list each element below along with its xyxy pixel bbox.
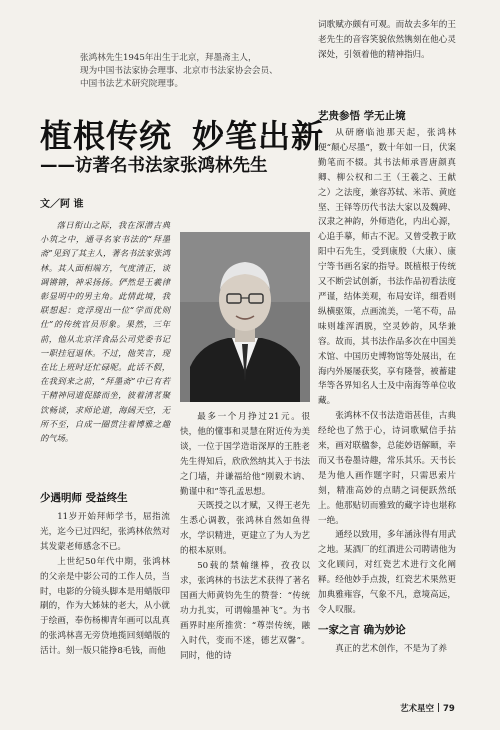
paragraph: 最多一个月挣过21元。很快，他的懂事和灵慧在附近传为美谈，一位于国学造诣深厚的王胜老先生得知后，欣欣然纳其入于书法之门墙，并谦福给他“刚毅木讷、勤谨中和”等孔孟思想。 xyxy=(180,412,310,497)
intro-line-2: 现为中国书法家协会理事、北京市书法家协会会员、 xyxy=(80,66,278,76)
paragraph: 真正的艺术创作，不是为了养 xyxy=(335,644,447,654)
section-heading-opinion: 一家之言 确为妙论 xyxy=(318,624,406,636)
paragraph: 张鸿林不仅书法造诣甚佳，古典经纶也了然于心，诗词歌赋信手拈来，画对联楹参，总能妙语解颐，幸而又书卷墨诗趣，常乐其乐。天书长是为他人画作题字时，只需思索片刻，精准高妙的点睛之词便跃然纸上。他那贴切而雅致的藏字诗也堪称一绝。 xyxy=(318,411,456,526)
title-part-1: 植根传统 xyxy=(40,117,173,155)
paragraph: 50载的禁翰继棒，孜孜以求，张鸿林的书法艺术获得了著名国画大师黄钧先生的赞誉：“传统功力扎实，可谓翰墨神飞”。为书画界时座所推赏：“尊崇传统，融入时代，变而不迷，德艺双馨”。同时，他的诗 xyxy=(180,561,310,661)
opening-text: 落日衔山之际，我在深潜古典小筑之中，通寻名家书法的“拜墨斋”见到了其主人，著名书法家张鸿林。其人面相端方，气度清正，谈调锵锵，神采扬扬。俨然是王羲律彰显明中的男主角。此情此境，我联想起：竞浮现出一位“学而优则仕”的传统官员形象。果然，三年前，他从北京洋食品公司党委书记一职挂冠退休。不过，他笑言，现在比上班时还忙碌呢。此话不假，在我到来之前，“拜墨斋”中已有若干精神同道促膝而坐，彼着清茗聚饮畅谈，求师论道，海阔天空，无所不至，自成一圈贯注着博雅之趣的气场。 xyxy=(40,220,170,444)
section-heading-teacher: 少遇明师 受益终生 xyxy=(40,492,128,504)
paragraph: 11岁开始拜师学书，屈指流光，迄今已过四纪，张鸿林依然对其发蒙老师感念不已。 xyxy=(40,512,170,552)
portrait-photo xyxy=(180,232,310,402)
section-body-opinion xyxy=(318,642,456,657)
paragraph: 通经以致用，多年涵泳得有用武之地。某酒厂的红酒进公司聘请他为文化顾问，对红瓷艺术进行文化阐释。经他妙手点拨，红瓷艺术果然更加典雅雍容，气象不凡，意境高远，令人叹服。 xyxy=(318,530,456,615)
page-footer xyxy=(400,702,455,714)
article-title xyxy=(40,111,324,157)
article-author: 文／阿 谁 xyxy=(40,199,84,210)
article-subtitle: ——访著名书法家张鸿林先生 xyxy=(40,156,268,176)
section-heading-study: 艺贵参悟 学无止境 xyxy=(318,110,406,122)
paragraph: 天既授之以才赋，又得王老先生悉心调教，张鸿林自然如鱼得水，学识精进，更建立了为人为艺的根本原则。 xyxy=(180,501,310,557)
intro-line-3: 中国书法艺术研究院理事。 xyxy=(80,79,184,89)
intro-line-1: 张鸿林先生1945年出生于北京，拜墨斋主人， xyxy=(80,53,257,63)
footer-divider xyxy=(438,703,439,712)
magazine-name: 艺术星空 xyxy=(400,704,435,714)
paragraph: 词歌赋亦颇有可观。而故去多年的王老先生的音容笑貌依然镌刻在他心灵深处，引领着他的精神指归。 xyxy=(318,20,456,60)
middle-column-text xyxy=(180,410,310,663)
section-body-teacher xyxy=(40,510,170,659)
paragraph: 从研磨临池那天起，张鸿林便“颠心尽墨”，数十年如一日，伏案勤笔而不辍。其书法师承晋唐颜真卿、柳公权和二王（王羲之、王献之）之法度，兼容苏轼、米芾、黄庭坚、王铎等历代书法大家以及魏碑、汉隶之神韵，外师造化，内出心源，心追手摹，师古不泥。又曾受教于欧阳中石先生，受到康殷（大康）、康宁等书画名家的指导。既植根于传统又不断尝试创新，书法作品初看法度严谨，结体美观，布局安详，细看则纵横驱策，点画流美，一笔不苟，品味则雄浑洒脱，空灵妙韵，风华兼容。故而，其书法作品多次在中国美术馆、中国历史博物馆等处展出，在海内外屡屡获奖，享有隆誉，被蓄建华等各界知名人士及中南海等单位收藏。 xyxy=(318,128,456,407)
author-intro xyxy=(80,52,310,91)
right-column-continued-text xyxy=(318,18,456,63)
title-part-2: 妙笔出新 xyxy=(192,117,325,155)
opening-paragraph xyxy=(40,218,170,445)
section-body-study xyxy=(318,126,456,618)
portrait-illustration xyxy=(180,232,310,402)
page-number: 79 xyxy=(443,704,455,714)
paragraph: 上世纪50年代中期，张鸿林的父亲是中影公司的工作人员，当时，电影的分镜头脚本是用蜡版印刷的，作为大姊妹的老大，从小就于绘画，奉伤杨柳青年画可以乱真的张鸿林喜无旁贷地揽回刻蜡版的活计。刻一版只能挣8毛钱，而他 xyxy=(40,556,170,657)
